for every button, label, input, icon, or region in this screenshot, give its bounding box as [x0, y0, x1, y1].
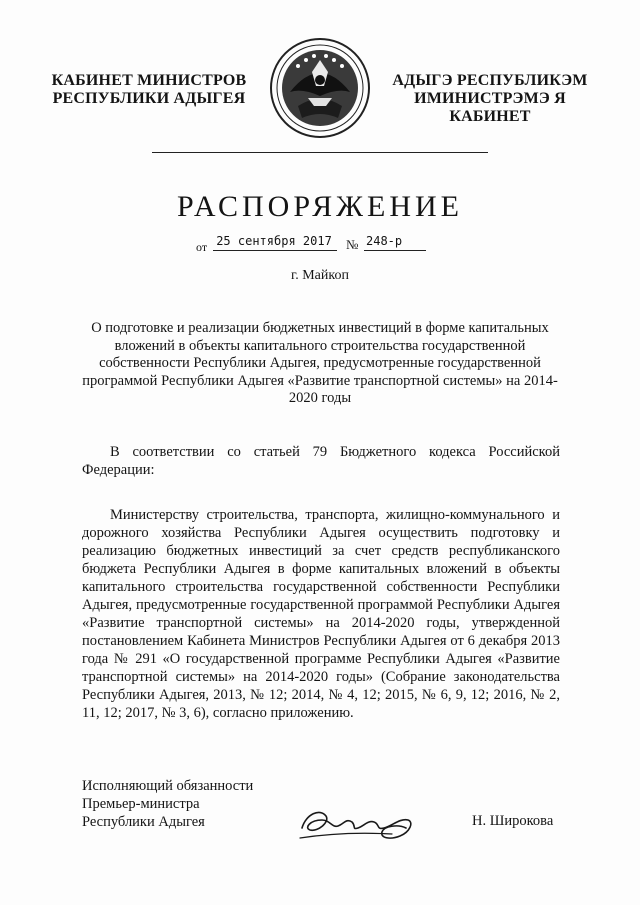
coat-of-arms-icon: [268, 36, 372, 140]
document-number: 248-р: [366, 234, 403, 248]
city: г. Майкоп: [291, 268, 349, 283]
date-prefix: от: [196, 240, 208, 254]
header-divider: [152, 152, 488, 153]
header-right-line2: ИМИНИСТРЭМЭ Я КАБИНЕТ: [414, 90, 566, 125]
body-paragraph-2: Министерству строительства, транспорта, жилищно-коммунального и дорожного хозяйства Республики Адыгея осуществить подготовку и реализацию бюджетных инвестиций за счет средств республиканского бюджета Республики Адыгея в форме капитальных вложений в объекты капитального строительства государственной собственности Республики Адыгея, предусмотренные государственной программой Республики Адыгея «Развитие транспортной системы» на 2014-2020 годы, утвержденной постановлением Кабинета Министров Республики Адыгея от 6 декабря 2013 года № 291 «О государственной программе Республики Адыгея «Развитие транспортной системы» на 2014-2020 годы» (Собрание законодательства Республики Адыгея, 2013, № 12; 2014, № 4, 12; 2015, № 6, 9, 12; 2016, № 2, 11, 12; 2017, № 3, 6), согласно приложению.: [82, 507, 560, 721]
date-number-line: [196, 234, 436, 256]
number-underline: [364, 250, 426, 251]
header-left-line1: КАБИНЕТ МИНИСТРОВ: [51, 72, 247, 89]
header-right: [372, 72, 608, 126]
date-underline: [213, 250, 337, 251]
signatory-name: Н. Широкова: [472, 813, 554, 829]
number-sign: №: [346, 237, 359, 252]
document-subject: О подготовке и реализации бюджетных инвестиций в форме капитальных вложений в объекты капитального строительства государственной собственности Республики Адыгея, предусмотренные государственной программой Республики Адыгея «Развитие транспортной системы» на 2014-2020 годы: [82, 320, 558, 406]
signatory-line1: Исполняющий обязанности: [82, 778, 254, 794]
signatory-title: [82, 777, 302, 831]
header-left: [44, 72, 254, 108]
header-left-line2: РЕСПУБЛИКИ АДЫГЕЯ: [52, 90, 246, 107]
signatory-line2: Премьер-министра: [82, 796, 200, 812]
document-date: 25 сентября 2017: [216, 234, 332, 248]
signatory-line3: Республики Адыгея: [82, 814, 205, 830]
body-paragraph-1: В соответствии со статьей 79 Бюджетного кодекса Российской Федерации:: [82, 444, 560, 478]
header-right-line1: АДЫГЭ РЕСПУБЛИКЭМ: [392, 72, 588, 89]
handwritten-signature-icon: [296, 798, 420, 846]
document-title: РАСПОРЯЖЕНИЕ: [176, 190, 464, 223]
